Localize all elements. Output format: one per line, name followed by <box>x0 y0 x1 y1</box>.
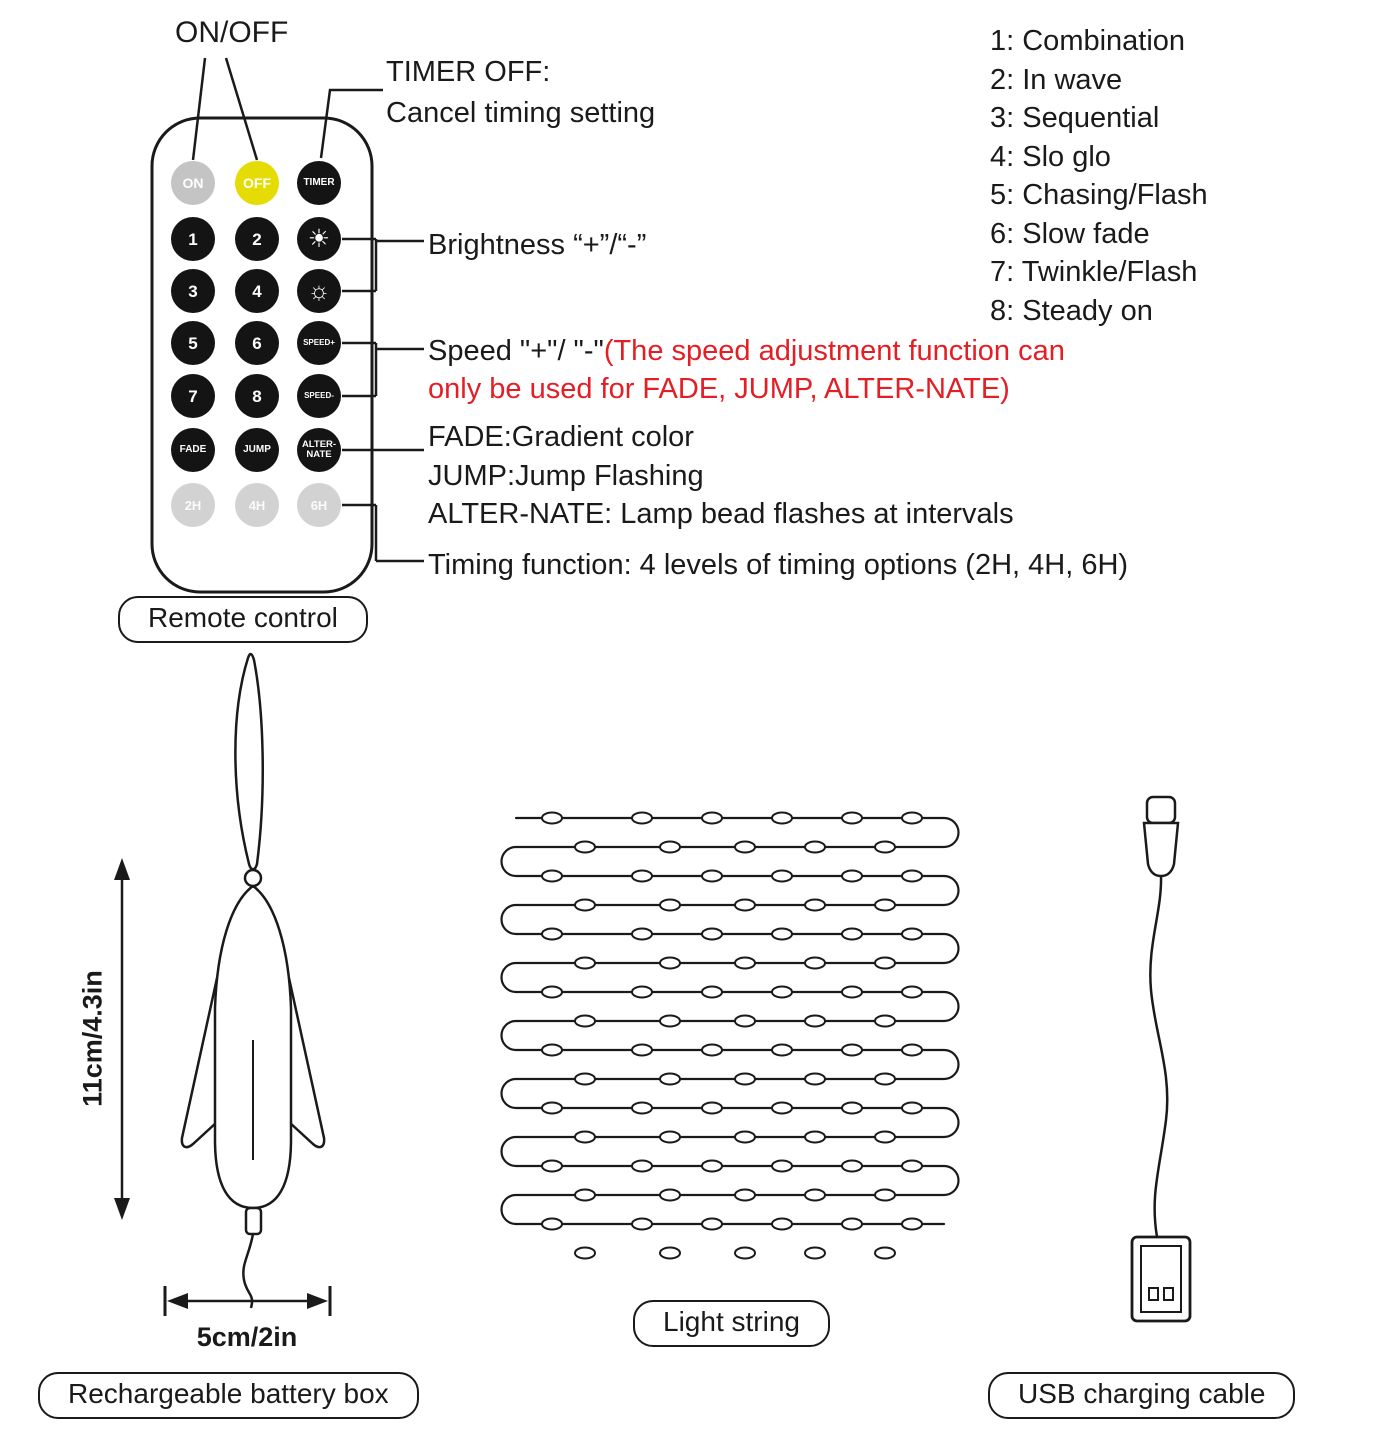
remote-button-8: 8 <box>235 374 279 418</box>
mode-list-item: 1: Combination <box>990 25 1186 57</box>
battery-box-drawing <box>182 654 324 1308</box>
brightness-up-icon: ☀ <box>297 217 341 261</box>
speed-restriction-1: (The speed adjustment function can <box>603 335 1065 367</box>
light-string-label: Light string <box>633 1300 830 1347</box>
speed-label: Speed "+"/ "-" <box>428 335 604 367</box>
speed-note-line1 <box>428 332 1065 370</box>
mode-buttons-note <box>428 418 1014 534</box>
brightness-note: Brightness “+”/“-” <box>428 229 647 261</box>
timer-off-line1: TIMER OFF: <box>386 56 551 88</box>
remote-button-6: 6 <box>235 321 279 365</box>
remote-button-1: 1 <box>171 217 215 261</box>
remote-button-jump: JUMP <box>235 428 279 472</box>
mode-list-item: 2: In wave <box>990 63 1123 96</box>
timer-off-note <box>386 52 655 134</box>
remote-control-label: Remote control <box>118 596 368 643</box>
remote-button-fade: FADE <box>171 428 215 472</box>
remote-button-5: 5 <box>171 321 215 365</box>
mode-list-item: 6: Slow fade <box>990 217 1150 250</box>
mode-list <box>990 22 1208 330</box>
mode-list-item: 4: Slo glo <box>990 140 1111 173</box>
battery-box-label: Rechargeable battery box <box>38 1372 419 1419</box>
mode-list-item: 7: Twinkle/Flash <box>990 256 1198 288</box>
height-dimension-arrow <box>114 858 130 1220</box>
remote-button-4h: 4H <box>235 483 279 527</box>
speed-restriction-2: only be used for FADE, JUMP, ALTER-NATE) <box>428 373 1010 405</box>
remote-button-2h: 2H <box>171 483 215 527</box>
brightness-down-icon: ☼ <box>297 269 341 313</box>
usb-cable-drawing <box>1132 797 1190 1321</box>
remote-button-off: OFF <box>235 161 279 205</box>
width-dimension-label: 5cm/2in <box>196 1322 298 1352</box>
light-string-drawing <box>502 813 959 1259</box>
remote-button-2: 2 <box>235 217 279 261</box>
usb-cable-label: USB charging cable <box>988 1372 1295 1419</box>
remote-button-on: ON <box>171 161 215 205</box>
mode-list-item: 5: Chasing/Flash <box>990 179 1208 211</box>
timer-off-line2: Cancel timing setting <box>386 97 656 129</box>
remote-button-6h: 6H <box>297 483 341 527</box>
mode-list-item: 3: Sequential <box>990 102 1160 134</box>
remote-button-speed-up: SPEED+ <box>297 321 341 365</box>
jump-description: JUMP:Jump Flashing <box>428 459 704 492</box>
remote-button-7: 7 <box>171 374 215 418</box>
speed-note <box>428 332 1065 408</box>
remote-button-4: 4 <box>235 269 279 313</box>
height-dimension-label: 11cm/4.3in <box>77 970 108 1107</box>
on-off-label: ON/OFF <box>175 16 289 49</box>
mode-list-item: 8: Steady on <box>990 294 1153 327</box>
remote-button-timer: TIMER <box>297 161 341 205</box>
timing-note: Timing function: 4 levels of timing options (2H, 4H, 6H) <box>428 549 1129 581</box>
fade-description: FADE:Gradient color <box>428 421 694 453</box>
alternate-description: ALTER-NATE: Lamp bead flashes at intervals <box>428 498 1014 530</box>
remote-button-alternate: ALTER-NATE <box>297 428 341 472</box>
remote-button-3: 3 <box>171 269 215 313</box>
remote-button-speed-down: SPEED- <box>297 374 341 418</box>
